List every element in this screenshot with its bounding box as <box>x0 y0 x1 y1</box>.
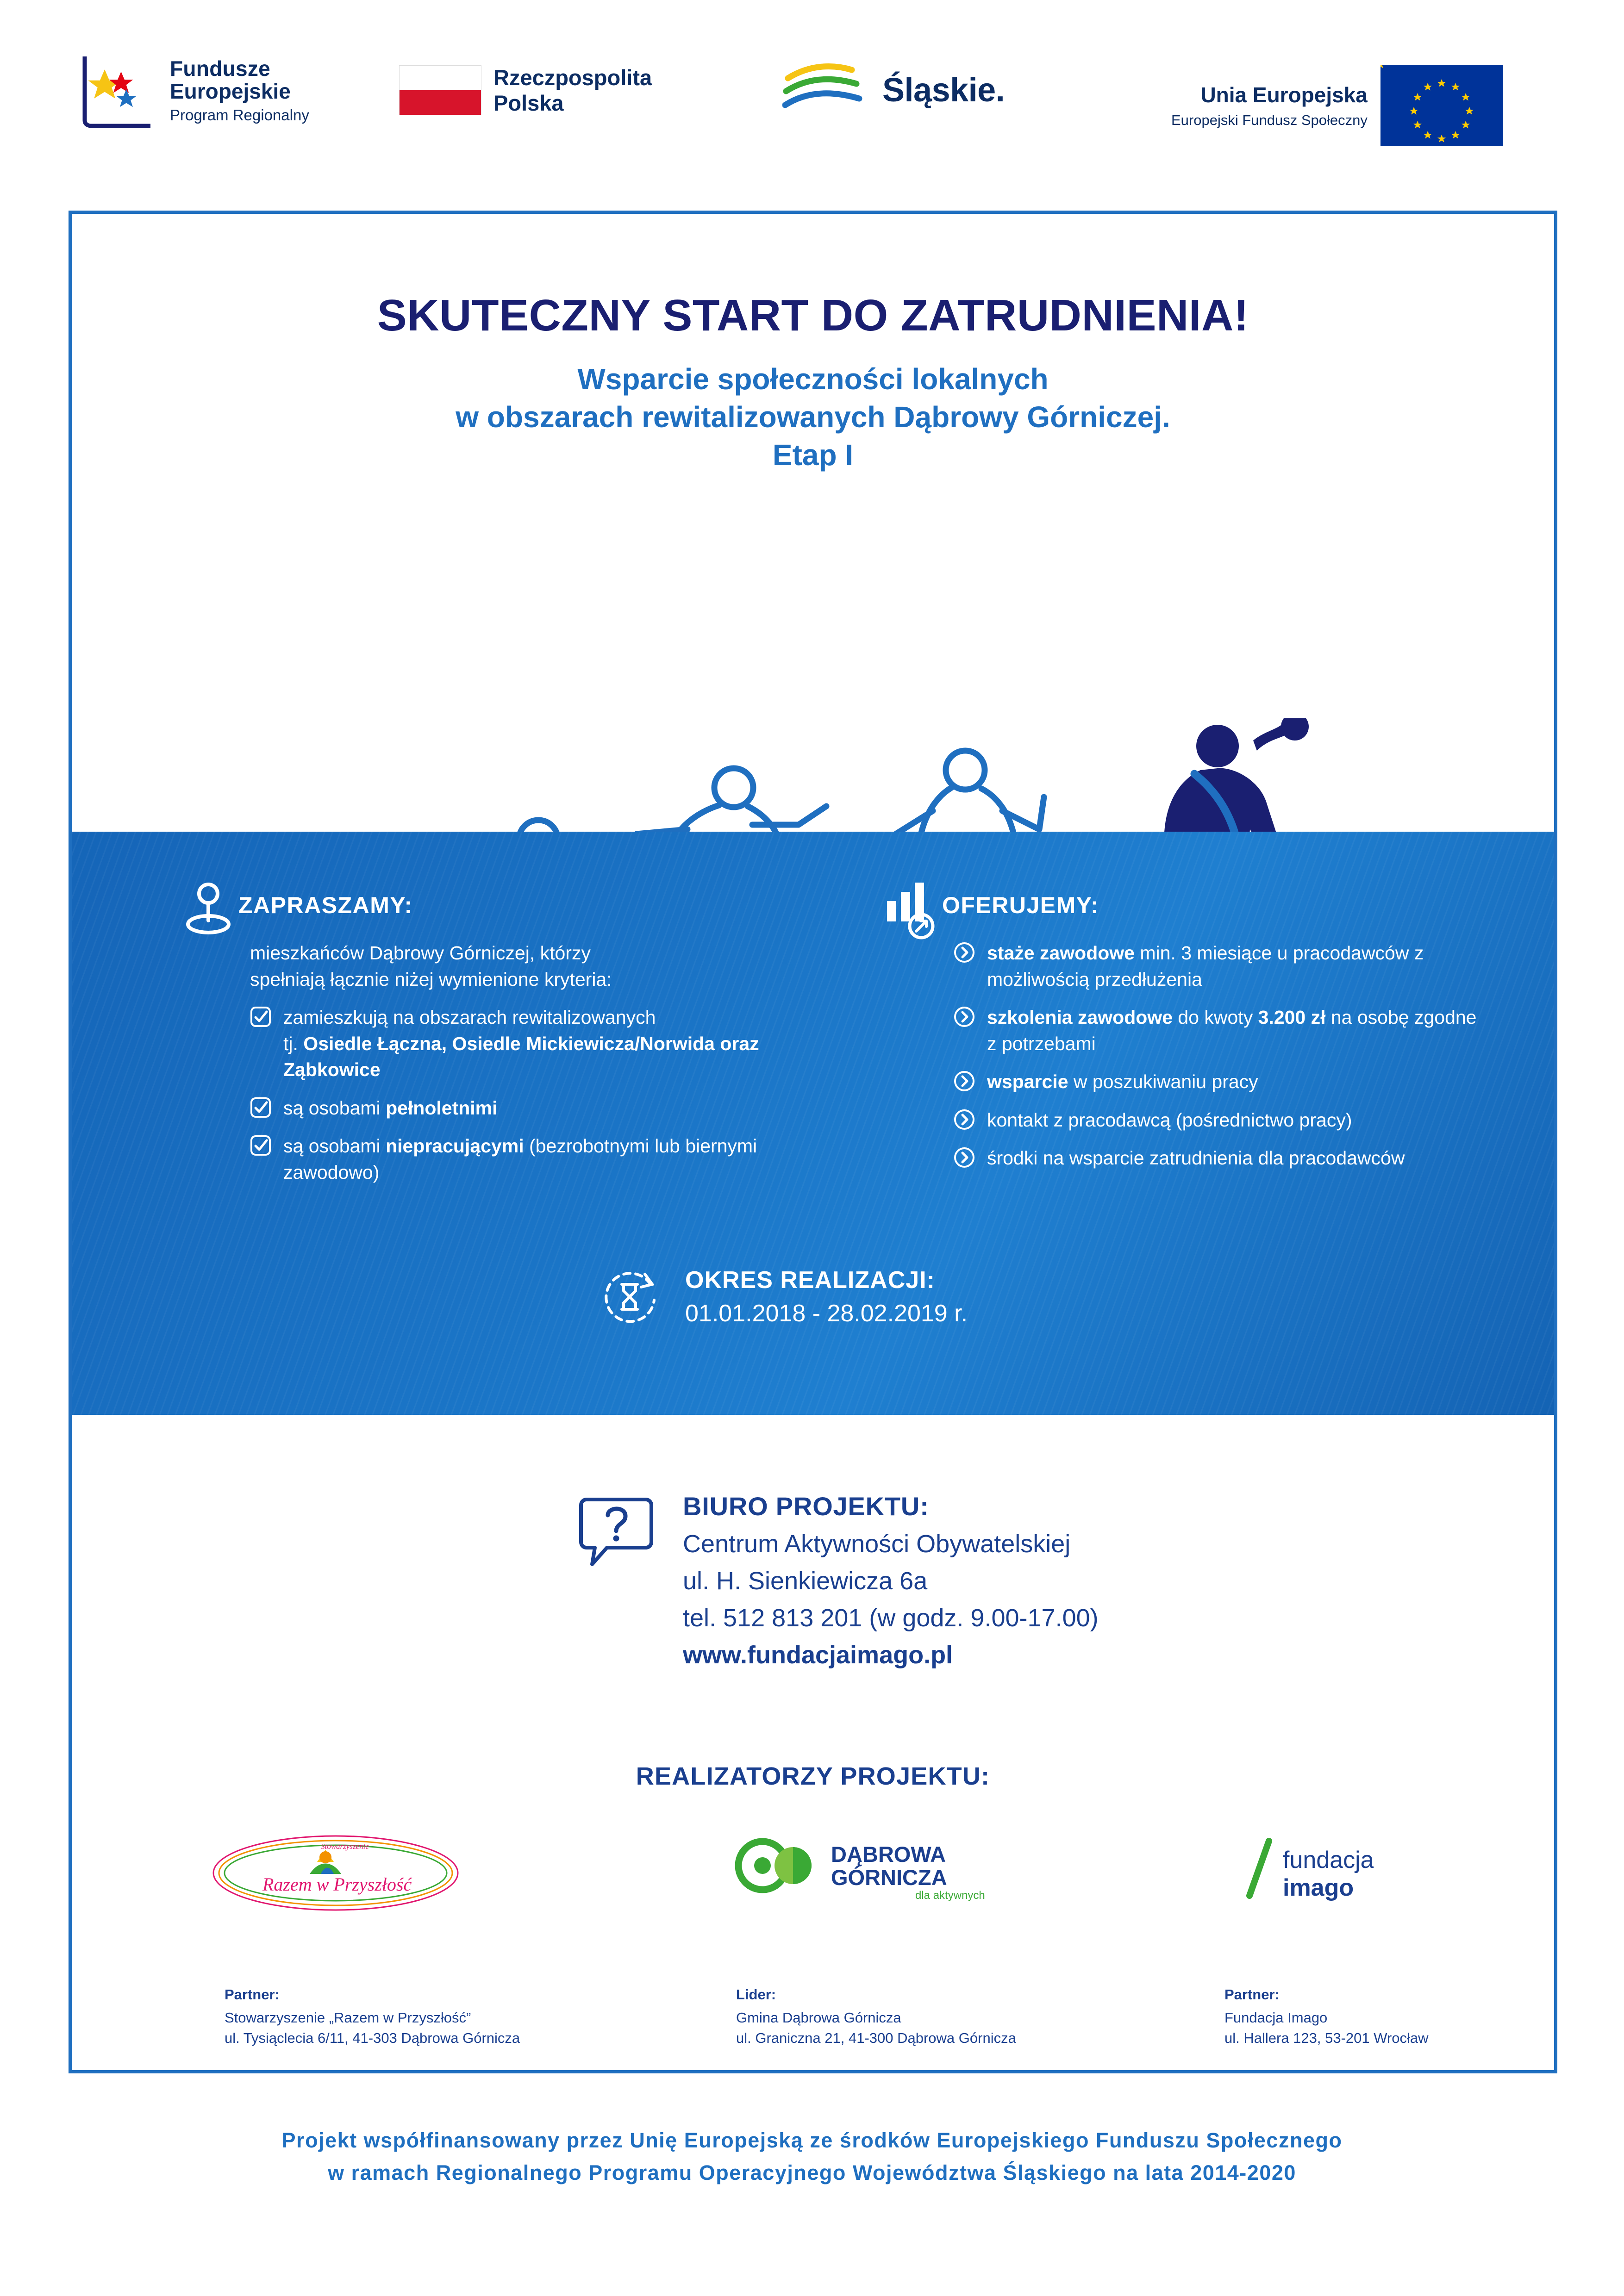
offer-2-bold2: 3.200 zł <box>1258 1007 1326 1028</box>
offer-3-rest: w poszukiwaniu pracy <box>1068 1071 1258 1093</box>
logo-razem-w-przyszlosc <box>211 1831 461 1917</box>
subtitle-line1: Wsparcie społeczności lokalnych <box>577 362 1049 396</box>
partner-3-address: ul. Hallera 123, 53-201 Wrocław <box>1224 2030 1429 2047</box>
location-pin-icon <box>178 878 238 940</box>
svg-text:Stowarzyszenie: Stowarzyszenie <box>321 1842 369 1851</box>
logo-rzeczpospolita-polska <box>399 65 652 116</box>
polish-flag-icon <box>399 65 481 115</box>
rp-wordmark <box>493 65 652 116</box>
list-item <box>250 1133 799 1185</box>
poster-frame <box>69 211 1557 2073</box>
svg-text:GÓRNICZA: GÓRNICZA <box>831 1865 947 1890</box>
list-item <box>954 1004 1484 1057</box>
fe-line1: Fundusze <box>170 56 271 81</box>
logo-slaskie <box>782 62 1005 118</box>
invite-body <box>250 940 799 1186</box>
arrow-circle-icon <box>954 1006 975 1027</box>
invite-lead <box>250 940 799 992</box>
svg-text:dla aktywnych: dla aktywnych <box>915 1889 985 1902</box>
period-value: 01.01.2018 - 28.02.2019 r. <box>685 1300 968 1327</box>
offer-1-bold: staże zawodowe <box>987 942 1135 964</box>
top-logo-bar <box>0 0 1624 194</box>
offer-2-rest: do kwoty <box>1173 1007 1258 1028</box>
period-heading: OKRES REALIZACJI: <box>685 1267 935 1294</box>
logo-fundusze-europejskie <box>81 51 309 130</box>
footer-note <box>0 2124 1624 2189</box>
offer-body <box>954 940 1484 1171</box>
offer-5-rest: środki na wsparcie zatrudnienia dla pracodawców <box>987 1147 1405 1169</box>
offer-2-bold: szkolenia zawodowe <box>987 1007 1173 1028</box>
partner-col-1 <box>225 1986 520 2048</box>
criteria-1-prefix: tj. <box>283 1033 304 1054</box>
svg-text:DĄBROWA: DĄBROWA <box>831 1842 946 1867</box>
fe-line3: Program Regionalny <box>170 106 309 124</box>
invite-section <box>178 878 799 1198</box>
list-item <box>954 940 1484 992</box>
arrow-circle-icon <box>954 1070 975 1092</box>
ue-line2: Europejski Fundusz Społeczny <box>1171 112 1368 128</box>
hourglass-refresh-icon <box>595 1262 664 1332</box>
subtitle-line2: w obszarach rewitalizowanych Dąbrowy Górniczej. <box>456 400 1170 434</box>
invite-lead-line2: spełniają łącznie niżej wymienione kryteria: <box>250 968 612 990</box>
arrow-circle-icon <box>954 942 975 963</box>
partner-col-2 <box>736 1986 1016 2048</box>
partner-2-role: Lider: <box>736 1986 776 2003</box>
subtitle-line3: Etap I <box>772 438 854 472</box>
question-bubble-icon <box>576 1491 657 1574</box>
poster-subtitle <box>72 361 1554 474</box>
criteria-3-suffix: (bezrobotnymi lub biernymi zawodowo) <box>283 1135 757 1183</box>
partner-2-address: ul. Graniczna 21, 41-300 Dąbrowa Górnicza <box>736 2030 1016 2047</box>
implementer-logos-row <box>72 1822 1554 1961</box>
period-text <box>685 1266 968 1327</box>
arrow-circle-icon <box>954 1147 975 1168</box>
criteria-3-bold: niepracującymi <box>386 1135 524 1157</box>
offer-2-rest2: na osobę zgodne z potrzebami <box>987 1007 1477 1054</box>
office-line3: tel. 512 813 201 (w godz. 9.00-17.00) <box>683 1604 1099 1632</box>
list-item <box>954 1145 1484 1171</box>
rp-line2: Polska <box>493 91 564 116</box>
office-text <box>683 1491 1099 1669</box>
footer-line2: w ramach Regionalnego Programu Operacyjnego Województwa Śląskiego na lata 2014-2020 <box>328 2160 1296 2184</box>
invite-heading: ZAPRASZAMY: <box>238 892 413 918</box>
office-line1: Centrum Aktywności Obywatelskiej <box>683 1530 1071 1558</box>
arrow-circle-icon <box>954 1109 975 1130</box>
check-square-icon <box>250 1097 271 1118</box>
criteria-2-text: są osobami <box>283 1097 386 1119</box>
criteria-3-text: są osobami <box>283 1135 386 1157</box>
check-square-icon <box>250 1006 271 1027</box>
check-square-icon <box>250 1135 271 1156</box>
partner-1-role: Partner: <box>225 1986 280 2003</box>
svg-text:Razem w Przyszłość: Razem w Przyszłość <box>262 1874 412 1895</box>
criteria-1-bold: Osiedle Łączna, Osiedle Mickiewicza/Norwida oraz Ząbkowice <box>283 1033 759 1081</box>
criteria-2-bold: pełnoletnimi <box>386 1097 498 1119</box>
slaskie-wordmark: Śląskie. <box>882 72 1005 109</box>
ue-line1: Unia Europejska <box>1200 82 1368 107</box>
list-item <box>250 1095 799 1121</box>
offer-section <box>882 878 1484 1183</box>
eu-flag-icon <box>1380 65 1503 146</box>
offer-list <box>954 940 1484 1171</box>
criteria-1-text: zamieszkują na obszarach rewitalizowanych <box>283 1007 656 1028</box>
invite-criteria-list <box>250 1004 799 1185</box>
partner-1-address: ul. Tysiąclecia 6/11, 41-303 Dąbrowa Górnicza <box>225 2030 520 2047</box>
list-item <box>954 1069 1484 1095</box>
invite-lead-line1: mieszkańców Dąbrowy Górniczej, którzy <box>250 942 591 964</box>
offer-1-rest: min. 3 miesiące u pracodawców z możliwością przedłużenia <box>987 942 1424 990</box>
partner-col-3 <box>1224 1986 1429 2048</box>
fundusze-europejskie-icon <box>81 51 160 130</box>
partner-3-role: Partner: <box>1224 1986 1280 2003</box>
info-band <box>72 832 1554 1415</box>
bar-chart-growth-icon <box>882 878 942 940</box>
office-line2: ul. H. Sienkiewicza 6a <box>683 1567 928 1595</box>
list-item <box>250 1004 799 1083</box>
fundusze-europejskie-wordmark <box>170 57 309 124</box>
rp-line1: Rzeczpospolita <box>493 65 652 90</box>
office-heading: BIURO PROJEKTU: <box>683 1492 929 1521</box>
page-title: SKUTECZNY START DO ZATRUDNIENIA! <box>377 291 1249 340</box>
partner-2-name: Gmina Dąbrowa Górnicza <box>736 2010 901 2026</box>
fe-line2: Europejskie <box>170 79 291 104</box>
ue-wordmark <box>1171 82 1368 129</box>
partner-3-name: Fundacja Imago <box>1224 2010 1328 2026</box>
list-item <box>954 1107 1484 1133</box>
svg-text:fundacja: fundacja <box>1283 1847 1374 1873</box>
logo-fundacja-imago <box>1229 1834 1451 1915</box>
offer-3-bold: wsparcie <box>987 1071 1068 1093</box>
offer-heading: OFERUJEMY: <box>942 892 1099 918</box>
slaskie-waves-icon <box>782 62 870 118</box>
implementers-heading: REALIZATORZY PROJEKTU: <box>636 1762 990 1790</box>
footer-line1: Projekt współfinansowany przez Unię Europejską ze środków Europejskiego Funduszu Społecznego <box>281 2128 1343 2152</box>
offer-4-rest: kontakt z pracodawcą (pośrednictwo pracy) <box>987 1109 1352 1131</box>
partner-1-name: Stowarzyszenie „Razem w Przyszłość” <box>225 2010 471 2026</box>
svg-text:imago: imago <box>1283 1874 1354 1901</box>
logo-dabrowa-gornicza <box>734 1831 1058 1917</box>
period-section <box>595 1262 968 1332</box>
poster-headline <box>72 214 1554 474</box>
office-section <box>576 1491 1099 1669</box>
office-website-link[interactable]: www.fundacjaimago.pl <box>683 1641 953 1669</box>
logo-unia-europejska <box>1171 65 1503 146</box>
